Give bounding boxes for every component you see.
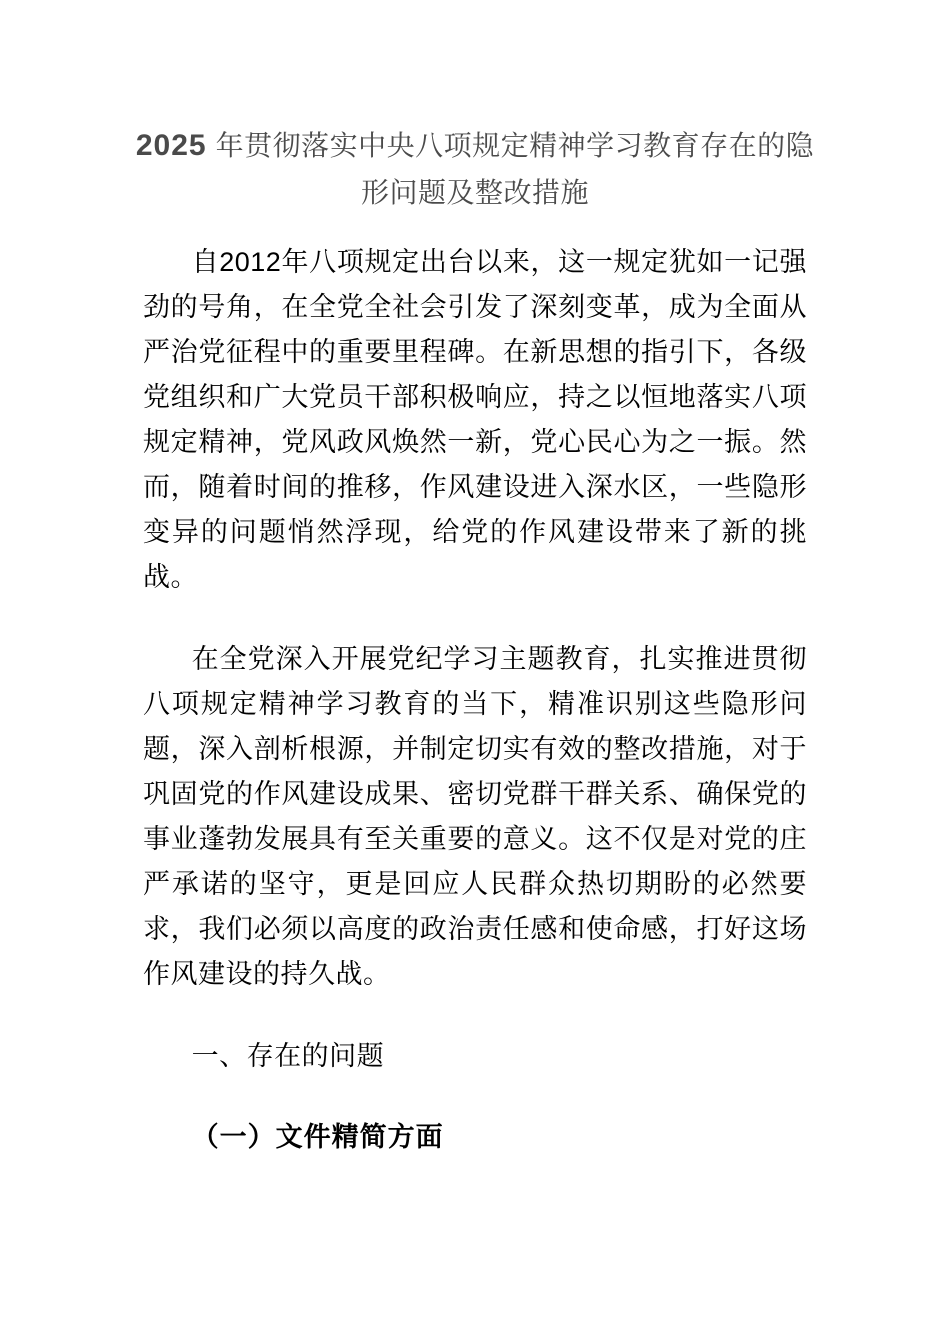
body-paragraph-intro: 自2012年八项规定出台以来，这一规定犹如一记强劲的号角，在全党全社会引发了深刻变革，成为全面从严治党征程中的重要里程碑。在新思想的指引下，各级党组织和广大党员干部积极响应，持之以恒地落实八项规定精神，党风政风焕然一新，党心民心为之一振。然而，随着时间的推移，作风建设进入深水区，一些隐形变异的问题悄然浮现，给党的作风建设带来了新的挑战。	[143, 247, 807, 592]
title-year: 2025	[135, 129, 207, 162]
document-title	[131, 122, 819, 216]
subsection-heading-document-streamlining: （一）文件精简方面	[191, 1122, 444, 1152]
title-text: 年贯彻落实中央八项规定精神学习教育存在的隐形问题及整改措施	[215, 130, 815, 208]
section-heading-problems: 一、存在的问题	[191, 1041, 385, 1071]
body-paragraph-significance: 在全党深入开展党纪学习主题教育，扎实推进贯彻八项规定精神学习教育的当下，精准识别这些隐形问题，深入剖析根源，并制定切实有效的整改措施，对于巩固党的作风建设成果、密切党群干群关系、确保党的事业蓬勃发展具有至关重要的意义。这不仅是对党的庄严承诺的坚守，更是回应人民群众热切期盼的必然要求，我们必须以高度的政治责任感和使命感，打好这场作风建设的持久战。	[143, 644, 807, 989]
